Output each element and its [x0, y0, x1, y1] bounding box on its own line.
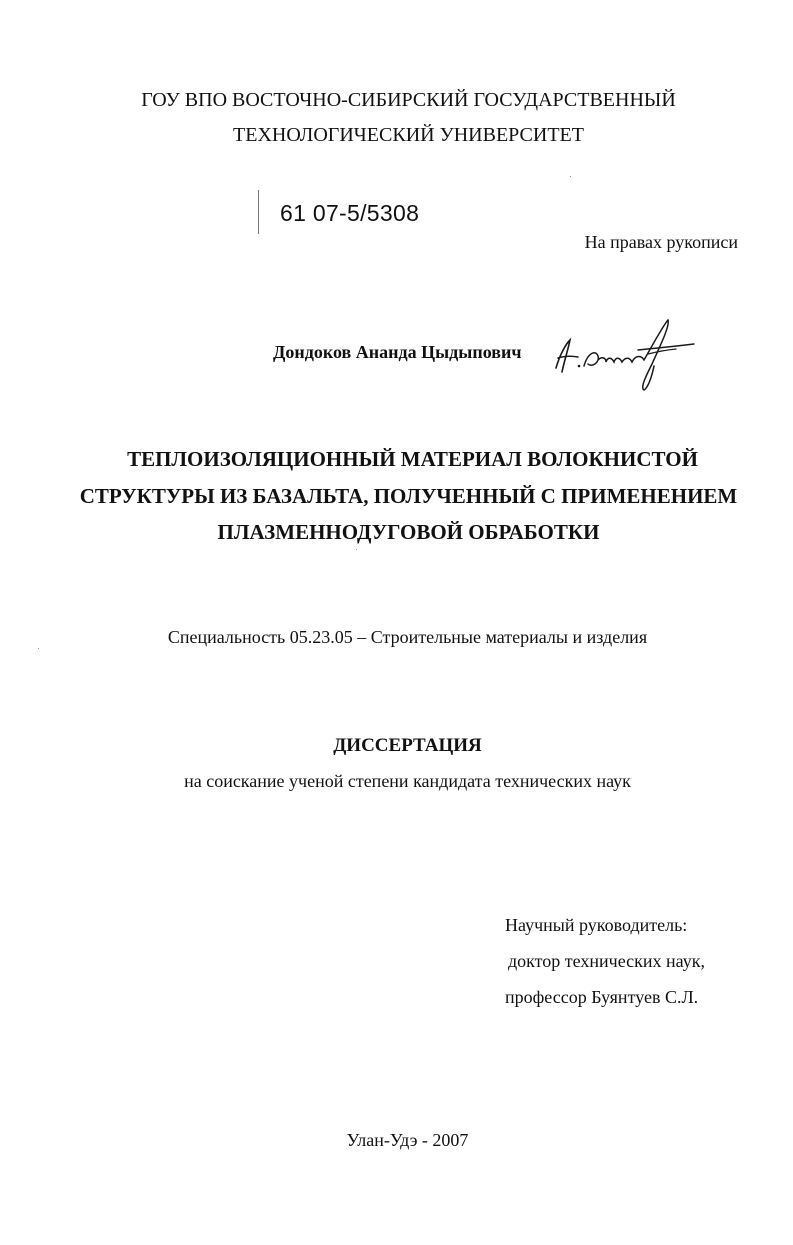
organization-line-1: ГОУ ВПО ВОСТОЧНО-СИБИРСКИЙ ГОСУДАРСТВЕННЫЙ — [141, 89, 676, 111]
scan-speck — [356, 549, 357, 550]
specialty: Специальность 05.23.05 – Строительные материалы и изделия — [167, 627, 648, 647]
author-signature — [548, 316, 698, 394]
thesis-title-line-1: ТЕПЛОИЗОЛЯЦИОННЫЙ МАТЕРИАЛ ВОЛОКНИСТОЙ — [127, 447, 698, 471]
document-type: ДИССЕРТАЦИЯ — [333, 735, 482, 756]
catalog-number-stamp: 61 07-5/5308 — [280, 200, 420, 226]
supervisor-name: профессор Буянтуев С.Л. — [505, 987, 699, 1007]
degree-description: на соискание ученой степени кандидата технических наук — [184, 771, 631, 791]
supervisor-label: Научный руководитель: — [505, 915, 688, 935]
scan-speck — [38, 648, 39, 649]
scan-speck — [570, 176, 571, 177]
supervisor-degree: доктор технических наук, — [508, 951, 705, 971]
stamp-divider — [258, 190, 259, 234]
rights-note: На правах рукописи — [584, 232, 738, 252]
thesis-title-line-3: ПЛАЗМЕННОДУГОВОЙ ОБРАБОТКИ — [217, 520, 600, 544]
place-and-year: Улан-Удэ - 2007 — [346, 1130, 469, 1150]
thesis-title-line-2: СТРУКТУРЫ ИЗ БАЗАЛЬТА, ПОЛУЧЕННЫЙ С ПРИМЕНЕНИЕМ — [79, 484, 738, 508]
organization-line-2: ТЕХНОЛОГИЧЕСКИЙ УНИВЕРСИТЕТ — [233, 124, 584, 146]
author-name: Дондоков Ананда Цыдыпович — [273, 342, 522, 362]
